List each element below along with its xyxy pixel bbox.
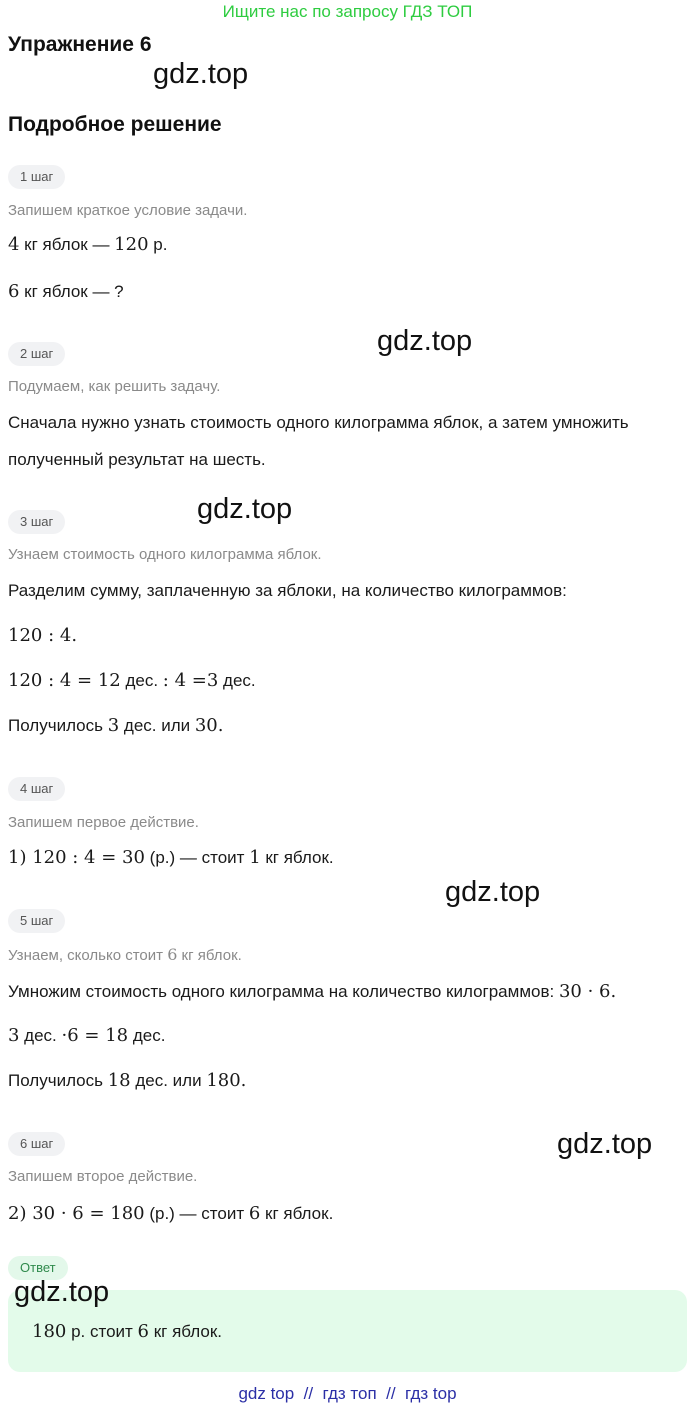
exercise-title: Упражнение 6 bbox=[8, 33, 152, 56]
step-subtitle-3: Узнаем стоимость одного килограмма яблок. bbox=[8, 546, 322, 563]
solution-title: Подробное решение bbox=[8, 113, 222, 136]
step-badge-1: 1 шаг bbox=[8, 165, 65, 189]
text-fragment: р. стоит bbox=[66, 1322, 138, 1341]
watermark: gdz.top bbox=[377, 325, 473, 357]
math-value: 6 bbox=[167, 945, 178, 964]
math-value: 30. bbox=[194, 715, 224, 736]
math-value: 1 bbox=[249, 847, 261, 868]
step-line bbox=[8, 1203, 333, 1224]
math-value: 120 : 4 = 12 bbox=[8, 670, 121, 691]
step-subtitle-6: Запишем второе действие. bbox=[8, 1168, 198, 1185]
text-fragment: Умножим стоимость одного килограмма на количество килограммов: bbox=[8, 982, 559, 1001]
math-value: ·6 = 18 bbox=[61, 1025, 129, 1046]
text-fragment: кг яблок — ? bbox=[19, 282, 124, 301]
math-value: 3 bbox=[107, 715, 120, 736]
text-fragment: (р.) — стоит bbox=[144, 1204, 249, 1223]
step-line bbox=[8, 625, 77, 646]
math-value: 6 bbox=[137, 1321, 149, 1342]
step-line bbox=[8, 670, 256, 691]
text-fragment: кг яблок — bbox=[19, 235, 115, 254]
footer-link-gdz-top[interactable]: gdz top bbox=[238, 1384, 295, 1403]
step-paragraph: Сначала нужно узнать стоимость одного килограмма яблок, а затем умножить полученный результат на шесть. bbox=[8, 413, 629, 469]
text-fragment: дес. bbox=[128, 1026, 166, 1045]
footer-links bbox=[0, 1384, 695, 1404]
step-line bbox=[8, 581, 567, 601]
math-value: 1) 120 : 4 = 30 bbox=[8, 847, 145, 868]
math-value: 180. bbox=[206, 1070, 247, 1091]
text-fragment: дес. или bbox=[119, 716, 195, 735]
text-fragment: кг яблок. bbox=[260, 848, 334, 867]
step-line bbox=[8, 234, 167, 255]
step-line bbox=[8, 1025, 165, 1046]
answer-text bbox=[32, 1321, 222, 1342]
text-fragment: дес. bbox=[19, 1026, 62, 1045]
math-value: 6 bbox=[8, 281, 20, 302]
math-value: 2) 30 · 6 = 180 bbox=[8, 1203, 145, 1224]
text-fragment: дес. или bbox=[130, 1071, 207, 1090]
watermark: gdz.top bbox=[14, 1276, 110, 1308]
step-badge-6: 6 шаг bbox=[8, 1132, 65, 1156]
step-subtitle-5 bbox=[8, 945, 242, 964]
math-value: 120 : 4. bbox=[8, 625, 78, 646]
text-fragment: р. bbox=[148, 235, 168, 254]
text-fragment: дес. bbox=[218, 671, 256, 690]
footer-link-gdz-top-ru[interactable]: гдз топ bbox=[322, 1384, 377, 1403]
text-fragment: Разделим сумму, заплаченную за яблоки, на количество килограммов: bbox=[8, 581, 567, 600]
step-line bbox=[8, 281, 124, 302]
math-value: 120 bbox=[114, 234, 149, 255]
math-value: 6 bbox=[248, 1203, 261, 1224]
footer-separator: // bbox=[376, 1384, 406, 1403]
answer-box bbox=[8, 1290, 687, 1372]
step-badge-4: 4 шаг bbox=[8, 777, 65, 801]
step-badge-3: 3 шаг bbox=[8, 510, 65, 534]
step-subtitle-2: Подумаем, как решить задачу. bbox=[8, 378, 221, 395]
step-line bbox=[8, 981, 616, 1002]
footer-separator: // bbox=[294, 1384, 323, 1403]
text-fragment: Узнаем, сколько стоит bbox=[8, 947, 168, 964]
watermark: gdz.top bbox=[557, 1128, 653, 1160]
text-fragment: кг яблок. bbox=[149, 1322, 222, 1341]
step-line bbox=[8, 847, 334, 868]
watermark: gdz.top bbox=[153, 58, 249, 90]
text-fragment: Получилось bbox=[8, 1071, 108, 1090]
math-value: 18 bbox=[107, 1070, 131, 1091]
math-value: 30 · 6. bbox=[558, 981, 617, 1002]
math-value: 4 bbox=[8, 234, 20, 255]
watermark: gdz.top bbox=[197, 493, 293, 525]
step-badge-2: 2 шаг bbox=[8, 342, 65, 366]
text-fragment: (р.) — стоит bbox=[144, 848, 250, 867]
math-value: 3 bbox=[8, 1025, 20, 1046]
text-fragment: кг яблок. bbox=[260, 1204, 334, 1223]
footer-link-gdz-top-mixed[interactable]: гдз top bbox=[405, 1384, 457, 1403]
math-value: 180 bbox=[32, 1321, 67, 1342]
step-line bbox=[8, 1070, 246, 1091]
step-badge-5: 5 шаг bbox=[8, 909, 65, 933]
step-subtitle-4: Запишем первое действие. bbox=[8, 814, 199, 831]
watermark: gdz.top bbox=[445, 876, 541, 908]
answer-badge: Ответ bbox=[8, 1256, 68, 1280]
text-fragment: Получилось bbox=[8, 716, 108, 735]
step-line bbox=[8, 715, 224, 736]
step-subtitle-1: Запишем краткое условие задачи. bbox=[8, 202, 248, 219]
text-fragment: дес. bbox=[120, 671, 163, 690]
math-value: : 4 =3 bbox=[162, 670, 219, 691]
text-fragment: кг яблок. bbox=[177, 947, 242, 964]
search-banner: Ищите нас по запросу ГДЗ ТОП bbox=[222, 2, 473, 21]
